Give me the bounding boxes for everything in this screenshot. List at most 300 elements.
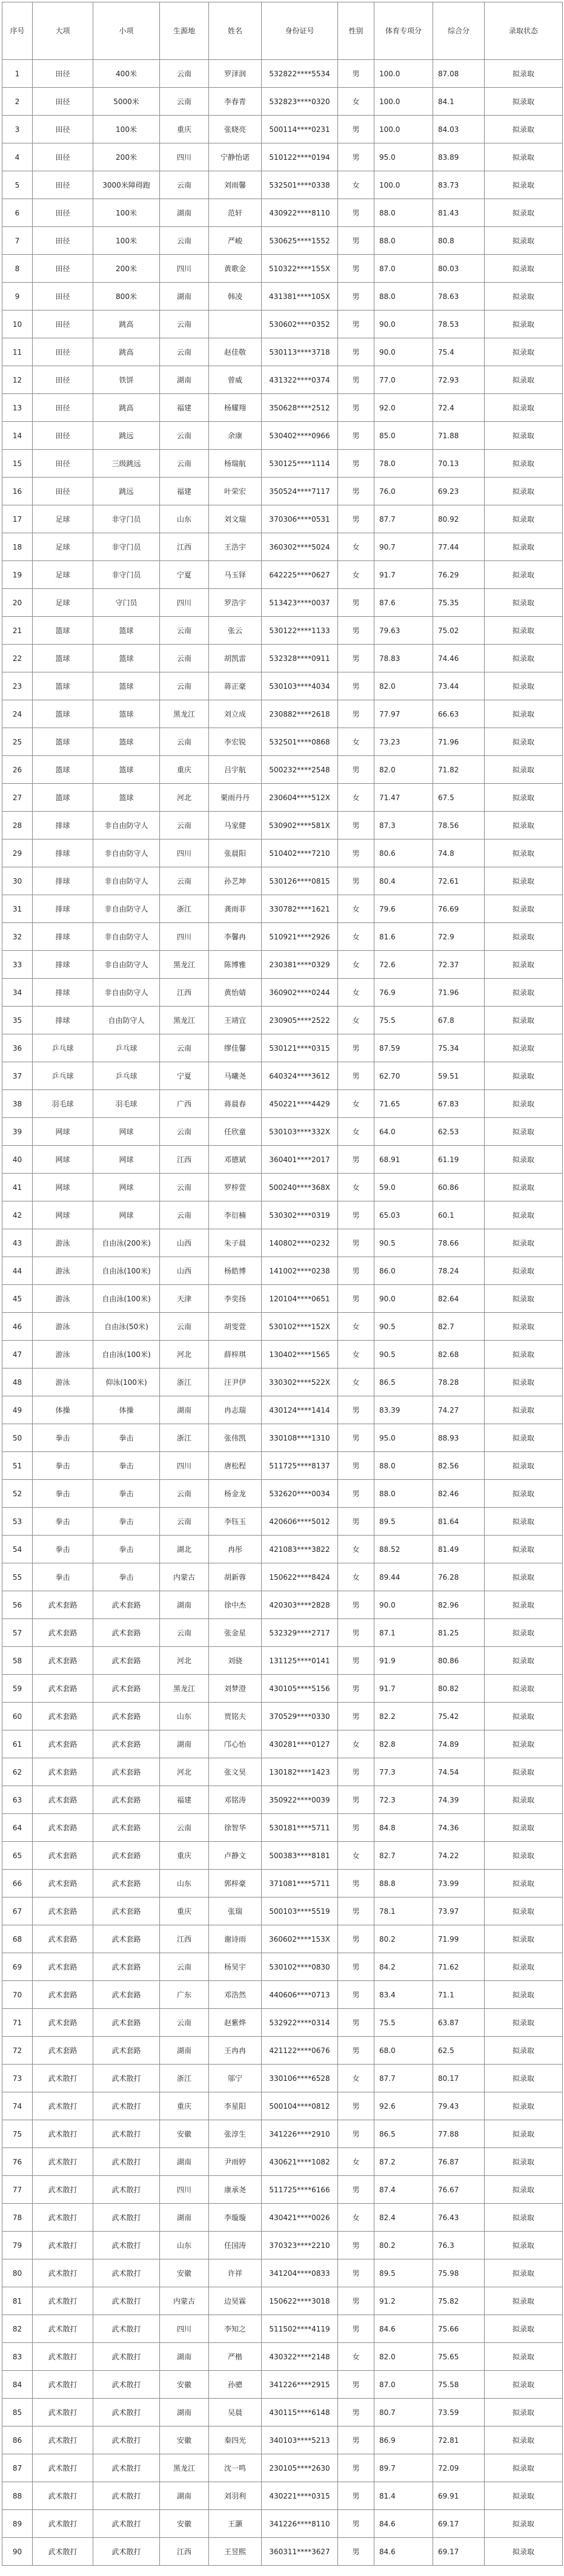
cell-id-number: 532922****0314: [262, 2009, 338, 2037]
cell-index: 23: [2, 672, 33, 700]
cell-origin: 四川: [160, 589, 209, 617]
cell-status: 拟录取: [485, 1953, 563, 1981]
cell-sport-score: 87.2: [374, 2148, 433, 2176]
cell-id-number: 360302****5024: [262, 533, 338, 561]
cell-origin: 云南: [160, 728, 209, 756]
cell-gender: 男: [338, 1619, 374, 1647]
cell-index: 80: [2, 2259, 33, 2287]
cell-gender: 男: [338, 2538, 374, 2566]
cell-event: 篮球: [93, 617, 160, 645]
cell-id-number: 642225****0627: [262, 561, 338, 589]
cell-category: 武术套路: [33, 1758, 93, 1786]
cell-index: 21: [2, 617, 33, 645]
cell-origin: 重庆: [160, 116, 209, 143]
cell-index: 29: [2, 840, 33, 867]
cell-id-number: 230882****2618: [262, 700, 338, 728]
cell-event: 武术散打: [93, 2454, 160, 2482]
cell-category: 篮球: [33, 756, 93, 784]
cell-name: 王靖宜: [209, 1007, 262, 1034]
cell-gender: 男: [338, 1925, 374, 1953]
cell-sport-score: 80.2: [374, 1925, 433, 1953]
cell-name: 罗浩宇: [209, 589, 262, 617]
cell-id-number: 350922****0039: [262, 1786, 338, 1814]
cell-index: 9: [2, 283, 33, 310]
cell-total-score: 82.56: [433, 1452, 485, 1480]
table-row: [2, 116, 563, 143]
cell-status: 拟录取: [485, 199, 563, 227]
cell-category: 拳击: [33, 1508, 93, 1536]
cell-total-score: 71.82: [433, 756, 485, 784]
cell-status: 拟录取: [485, 1675, 563, 1703]
cell-index: 83: [2, 2343, 33, 2371]
cell-total-score: 71.62: [433, 1953, 485, 1981]
cell-gender: 女: [338, 533, 374, 561]
cell-category: 武术套路: [33, 1953, 93, 1981]
cell-event: 篮球: [93, 645, 160, 672]
cell-event: 武术套路: [93, 1953, 160, 1981]
cell-sport-score: 90.0: [374, 338, 433, 366]
table-row: [2, 1424, 563, 1452]
cell-name: 叶荣宏: [209, 478, 262, 505]
cell-category: 拳击: [33, 1563, 93, 1591]
cell-gender: 女: [338, 1174, 374, 1201]
cell-gender: 男: [338, 116, 374, 143]
cell-status: 拟录取: [485, 1703, 563, 1730]
cell-total-score: 67.8: [433, 1007, 485, 1034]
cell-event: 武术散打: [93, 2120, 160, 2148]
cell-name: 吕宇航: [209, 756, 262, 784]
cell-index: 6: [2, 199, 33, 227]
cell-category: 武术散打: [33, 2259, 93, 2287]
cell-total-score: 74.8: [433, 840, 485, 867]
cell-origin: 云南: [160, 1118, 209, 1146]
cell-origin: 湖南: [160, 2037, 209, 2065]
cell-origin: 安徽: [160, 2259, 209, 2287]
cell-index: 69: [2, 1953, 33, 1981]
cell-index: 55: [2, 1563, 33, 1591]
cell-sport-score: 88.8: [374, 1870, 433, 1898]
cell-id-number: 230105****2630: [262, 2454, 338, 2482]
cell-total-score: 73.59: [433, 2399, 485, 2426]
cell-origin: 黑龙江: [160, 1675, 209, 1703]
cell-category: 体操: [33, 1396, 93, 1424]
cell-total-score: 71.1: [433, 1981, 485, 2009]
table-row: [2, 1786, 563, 1814]
cell-index: 24: [2, 700, 33, 728]
table-row: [2, 1062, 563, 1090]
cell-id-number: 530625****1552: [262, 227, 338, 255]
cell-total-score: 88.93: [433, 1424, 485, 1452]
table-row: [2, 394, 563, 422]
cell-status: 拟录取: [485, 1480, 563, 1508]
cell-id-number: 431381****105X: [262, 283, 338, 310]
table-row: [2, 1675, 563, 1703]
cell-category: 武术散打: [33, 2371, 93, 2399]
cell-event: 非自由防守人: [93, 812, 160, 840]
cell-event: 拳击: [93, 1536, 160, 1563]
cell-sport-score: 83.39: [374, 1396, 433, 1424]
cell-category: 武术散打: [33, 2232, 93, 2259]
cell-origin: 山东: [160, 1870, 209, 1898]
cell-id-number: 230604****512X: [262, 784, 338, 812]
cell-id-number: 430124****1414: [262, 1396, 338, 1424]
cell-name: 邬宁: [209, 2065, 262, 2092]
cell-total-score: 69.91: [433, 2482, 485, 2510]
cell-gender: 男: [338, 617, 374, 645]
cell-gender: 女: [338, 2204, 374, 2232]
cell-status: 拟录取: [485, 2426, 563, 2454]
cell-total-score: 73.44: [433, 672, 485, 700]
table-row: [2, 2510, 563, 2538]
cell-id-number: 510402****7210: [262, 840, 338, 867]
table-row: [2, 2148, 563, 2176]
cell-event: 武术套路: [93, 1786, 160, 1814]
cell-index: 37: [2, 1062, 33, 1090]
cell-sport-score: 83.4: [374, 1981, 433, 2009]
cell-event: 非自由防守人: [93, 923, 160, 951]
cell-origin: 内蒙古: [160, 2287, 209, 2315]
cell-category: 游泳: [33, 1341, 93, 1368]
cell-event: 200米: [93, 143, 160, 171]
cell-id-number: 530122****1133: [262, 617, 338, 645]
cell-status: 拟录取: [485, 1563, 563, 1591]
table-row: [2, 1591, 563, 1619]
cell-total-score: 69.17: [433, 2538, 485, 2566]
cell-total-score: 81.49: [433, 1536, 485, 1563]
cell-name: 张晨阳: [209, 840, 262, 867]
cell-event: 武术散打: [93, 2482, 160, 2510]
cell-name: 缪佳馨: [209, 1034, 262, 1062]
cell-origin: 江西: [160, 2538, 209, 2566]
table-row: [2, 2037, 563, 2065]
cell-sport-score: 77.3: [374, 1758, 433, 1786]
cell-category: 田径: [33, 422, 93, 450]
cell-status: 拟录取: [485, 784, 563, 812]
cell-sport-score: 90.7: [374, 533, 433, 561]
cell-category: 武术套路: [33, 1647, 93, 1675]
table-row: [2, 728, 563, 756]
cell-origin: 云南: [160, 1953, 209, 1981]
cell-total-score: 72.93: [433, 366, 485, 394]
cell-sport-score: 80.7: [374, 2399, 433, 2426]
cell-sport-score: 84.6: [374, 2510, 433, 2538]
cell-name: 胡雯萱: [209, 1313, 262, 1341]
cell-category: 武术套路: [33, 1870, 93, 1898]
cell-sport-score: 71.47: [374, 784, 433, 812]
cell-sport-score: 84.6: [374, 2315, 433, 2343]
cell-status: 拟录取: [485, 1814, 563, 1842]
cell-id-number: 370323****2210: [262, 2232, 338, 2259]
cell-origin: 湖北: [160, 1536, 209, 1563]
cell-status: 拟录取: [485, 2399, 563, 2426]
cell-gender: 男: [338, 756, 374, 784]
cell-gender: 男: [338, 338, 374, 366]
cell-category: 游泳: [33, 1368, 93, 1396]
cell-gender: 男: [338, 2009, 374, 2037]
cell-category: 足球: [33, 589, 93, 617]
cell-origin: 四川: [160, 1452, 209, 1480]
cell-event: 武术散打: [93, 2426, 160, 2454]
cell-index: 39: [2, 1118, 33, 1146]
cell-sport-score: 84.2: [374, 1953, 433, 1981]
table-row: [2, 1480, 563, 1508]
cell-index: 76: [2, 2148, 33, 2176]
cell-index: 68: [2, 1925, 33, 1953]
cell-event: 武术散打: [93, 2287, 160, 2315]
cell-gender: 男: [338, 1480, 374, 1508]
cell-category: 篮球: [33, 672, 93, 700]
cell-origin: 云南: [160, 617, 209, 645]
cell-id-number: 370529****0330: [262, 1703, 338, 1730]
cell-total-score: 72.09: [433, 2454, 485, 2482]
cell-status: 拟录取: [485, 1870, 563, 1898]
cell-origin: 福建: [160, 1786, 209, 1814]
cell-status: 拟录取: [485, 1062, 563, 1090]
cell-total-score: 75.58: [433, 2371, 485, 2399]
header-gender: 性别: [338, 2, 374, 60]
cell-category: 篮球: [33, 645, 93, 672]
cell-sport-score: 85.0: [374, 422, 433, 450]
cell-id-number: 532501****0338: [262, 171, 338, 199]
cell-index: 4: [2, 143, 33, 171]
cell-id-number: 360311****3627: [262, 2538, 338, 2566]
header-sport-score: 体育专项分: [374, 2, 433, 60]
cell-index: 13: [2, 394, 33, 422]
cell-id-number: 341226****2915: [262, 2371, 338, 2399]
cell-event: 武术套路: [93, 2009, 160, 2037]
cell-sport-score: 100.0: [374, 116, 433, 143]
cell-name: 严楷: [209, 2343, 262, 2371]
cell-status: 拟录取: [485, 867, 563, 895]
cell-gender: 男: [338, 255, 374, 283]
cell-gender: 男: [338, 645, 374, 672]
table-row: [2, 561, 563, 589]
cell-name: 刘羽利: [209, 2482, 262, 2510]
table-row: [2, 840, 563, 867]
cell-status: 拟录取: [485, 2538, 563, 2566]
admission-list: [2, 2, 562, 2566]
cell-name: 冉志瑞: [209, 1396, 262, 1424]
cell-sport-score: 79.63: [374, 617, 433, 645]
cell-event: 篮球: [93, 700, 160, 728]
cell-category: 武术散打: [33, 2510, 93, 2538]
cell-origin: 湖南: [160, 2482, 209, 2510]
cell-origin: 湖南: [160, 1730, 209, 1758]
cell-id-number: 130402****1565: [262, 1341, 338, 1368]
cell-name: 赵佳敬: [209, 338, 262, 366]
cell-name: 曾威: [209, 366, 262, 394]
cell-event: 武术散打: [93, 2065, 160, 2092]
cell-total-score: 72.9: [433, 923, 485, 951]
cell-sport-score: 90.5: [374, 1341, 433, 1368]
cell-name: 尹雨婷: [209, 2148, 262, 2176]
cell-id-number: 500240****368X: [262, 1174, 338, 1201]
cell-event: 200米: [93, 255, 160, 283]
cell-category: 拳击: [33, 1424, 93, 1452]
cell-category: 排球: [33, 895, 93, 923]
cell-sport-score: 75.5: [374, 2009, 433, 2037]
cell-sport-score: 91.9: [374, 1647, 433, 1675]
cell-category: 武术套路: [33, 1898, 93, 1925]
cell-total-score: 69.23: [433, 478, 485, 505]
cell-status: 拟录取: [485, 450, 563, 478]
cell-status: 拟录取: [485, 1118, 563, 1146]
cell-origin: 四川: [160, 143, 209, 171]
cell-event: 武术散打: [93, 2399, 160, 2426]
cell-total-score: 63.87: [433, 2009, 485, 2037]
cell-category: 武术套路: [33, 1730, 93, 1758]
cell-gender: 男: [338, 700, 374, 728]
cell-name: 李璇璇: [209, 2204, 262, 2232]
cell-sport-score: 76.9: [374, 979, 433, 1007]
cell-sport-score: 80.2: [374, 2232, 433, 2259]
cell-category: 游泳: [33, 1285, 93, 1313]
cell-event: 非守门员: [93, 561, 160, 589]
cell-status: 拟录取: [485, 923, 563, 951]
cell-name: 邓浩然: [209, 1981, 262, 2009]
cell-status: 拟录取: [485, 1842, 563, 1870]
cell-id-number: 330108****1310: [262, 1424, 338, 1452]
cell-index: 35: [2, 1007, 33, 1034]
cell-origin: 重庆: [160, 2092, 209, 2120]
cell-id-number: 370306****0531: [262, 505, 338, 533]
table-row: [2, 2009, 563, 2037]
cell-status: 拟录取: [485, 1536, 563, 1563]
cell-gender: 男: [338, 1647, 374, 1675]
cell-event: 武术套路: [93, 1591, 160, 1619]
table-row: [2, 2259, 563, 2287]
cell-category: 田径: [33, 171, 93, 199]
cell-status: 拟录取: [485, 728, 563, 756]
cell-status: 拟录取: [485, 2148, 563, 2176]
cell-index: 27: [2, 784, 33, 812]
cell-gender: 男: [338, 60, 374, 88]
cell-total-score: 67.5: [433, 784, 485, 812]
cell-total-score: 76.43: [433, 2204, 485, 2232]
cell-status: 拟录取: [485, 2232, 563, 2259]
table-row: [2, 1452, 563, 1480]
cell-index: 57: [2, 1619, 33, 1647]
cell-event: 篮球: [93, 756, 160, 784]
cell-origin: 浙江: [160, 1424, 209, 1452]
cell-category: 篮球: [33, 784, 93, 812]
cell-status: 拟录取: [485, 1981, 563, 2009]
cell-total-score: 76.67: [433, 2176, 485, 2204]
cell-sport-score: 78.0: [374, 450, 433, 478]
table-row: [2, 283, 563, 310]
cell-event: 武术套路: [93, 2037, 160, 2065]
cell-category: 乒乓球: [33, 1034, 93, 1062]
cell-gender: 男: [338, 1898, 374, 1925]
cell-name: 韩凌: [209, 283, 262, 310]
cell-id-number: 530125****1114: [262, 450, 338, 478]
cell-total-score: 75.34: [433, 1034, 485, 1062]
cell-index: 3: [2, 116, 33, 143]
table-row: [2, 1619, 563, 1647]
cell-total-score: 77.44: [433, 533, 485, 561]
cell-index: 47: [2, 1341, 33, 1368]
cell-category: 武术散打: [33, 2204, 93, 2232]
cell-event: 武术散打: [93, 2148, 160, 2176]
cell-gender: 女: [338, 171, 374, 199]
cell-total-score: 82.46: [433, 1480, 485, 1508]
cell-category: 网球: [33, 1174, 93, 1201]
cell-gender: 男: [338, 1953, 374, 1981]
cell-category: 武术套路: [33, 1786, 93, 1814]
cell-id-number: 430621****1082: [262, 2148, 338, 2176]
cell-status: 拟录取: [485, 1341, 563, 1368]
header-name: 姓名: [209, 2, 262, 60]
cell-category: 田径: [33, 116, 93, 143]
cell-sport-score: 87.0: [374, 2371, 433, 2399]
table-row: [2, 2120, 563, 2148]
cell-event: 400米: [93, 60, 160, 88]
cell-id-number: 532329****2717: [262, 1619, 338, 1647]
cell-status: 拟录取: [485, 505, 563, 533]
cell-status: 拟录取: [485, 283, 563, 310]
cell-total-score: 76.87: [433, 2148, 485, 2176]
cell-id-number: 511725****8137: [262, 1452, 338, 1480]
cell-id-number: 341226****2910: [262, 2120, 338, 2148]
cell-total-score: 81.25: [433, 1619, 485, 1647]
table-row: [2, 1034, 563, 1062]
cell-index: 81: [2, 2287, 33, 2315]
cell-sport-score: 91.2: [374, 2287, 433, 2315]
cell-name: 孙骢: [209, 2371, 262, 2399]
cell-gender: 男: [338, 2120, 374, 2148]
cell-sport-score: 88.0: [374, 1452, 433, 1480]
cell-name: 罗泽润: [209, 60, 262, 88]
cell-name: 严峻: [209, 227, 262, 255]
cell-event: 武术套路: [93, 1842, 160, 1870]
cell-name: 汪尹伊: [209, 1368, 262, 1396]
cell-category: 网球: [33, 1201, 93, 1229]
cell-total-score: 75.65: [433, 2343, 485, 2371]
cell-origin: 云南: [160, 1174, 209, 1201]
cell-category: 足球: [33, 505, 93, 533]
header-origin: 生源地: [160, 2, 209, 60]
cell-gender: 男: [338, 394, 374, 422]
cell-origin: 安徽: [160, 2510, 209, 2538]
cell-event: 非自由防守人: [93, 895, 160, 923]
cell-status: 拟录取: [485, 672, 563, 700]
cell-gender: 男: [338, 283, 374, 310]
cell-category: 武术散打: [33, 2065, 93, 2092]
cell-origin: 重庆: [160, 1842, 209, 1870]
cell-origin: 山西: [160, 1257, 209, 1285]
cell-event: 网球: [93, 1201, 160, 1229]
cell-total-score: 74.39: [433, 1786, 485, 1814]
table-row: [2, 2399, 563, 2426]
cell-status: 拟录取: [485, 422, 563, 450]
cell-sport-score: 82.0: [374, 672, 433, 700]
cell-event: 网球: [93, 1118, 160, 1146]
cell-total-score: 70.13: [433, 450, 485, 478]
cell-id-number: 230381****0329: [262, 951, 338, 979]
cell-id-number: 420303****2828: [262, 1591, 338, 1619]
cell-event: 非自由防守人: [93, 979, 160, 1007]
cell-gender: 男: [338, 1675, 374, 1703]
table-row: [2, 1981, 563, 2009]
table-row: [2, 923, 563, 951]
cell-id-number: 530181****5711: [262, 1814, 338, 1842]
cell-event: 武术套路: [93, 1898, 160, 1925]
cell-total-score: 74.27: [433, 1396, 485, 1424]
cell-total-score: 81.64: [433, 1508, 485, 1536]
cell-name: 边昊霖: [209, 2287, 262, 2315]
table-row: [2, 1758, 563, 1786]
cell-sport-score: 81.4: [374, 2482, 433, 2510]
